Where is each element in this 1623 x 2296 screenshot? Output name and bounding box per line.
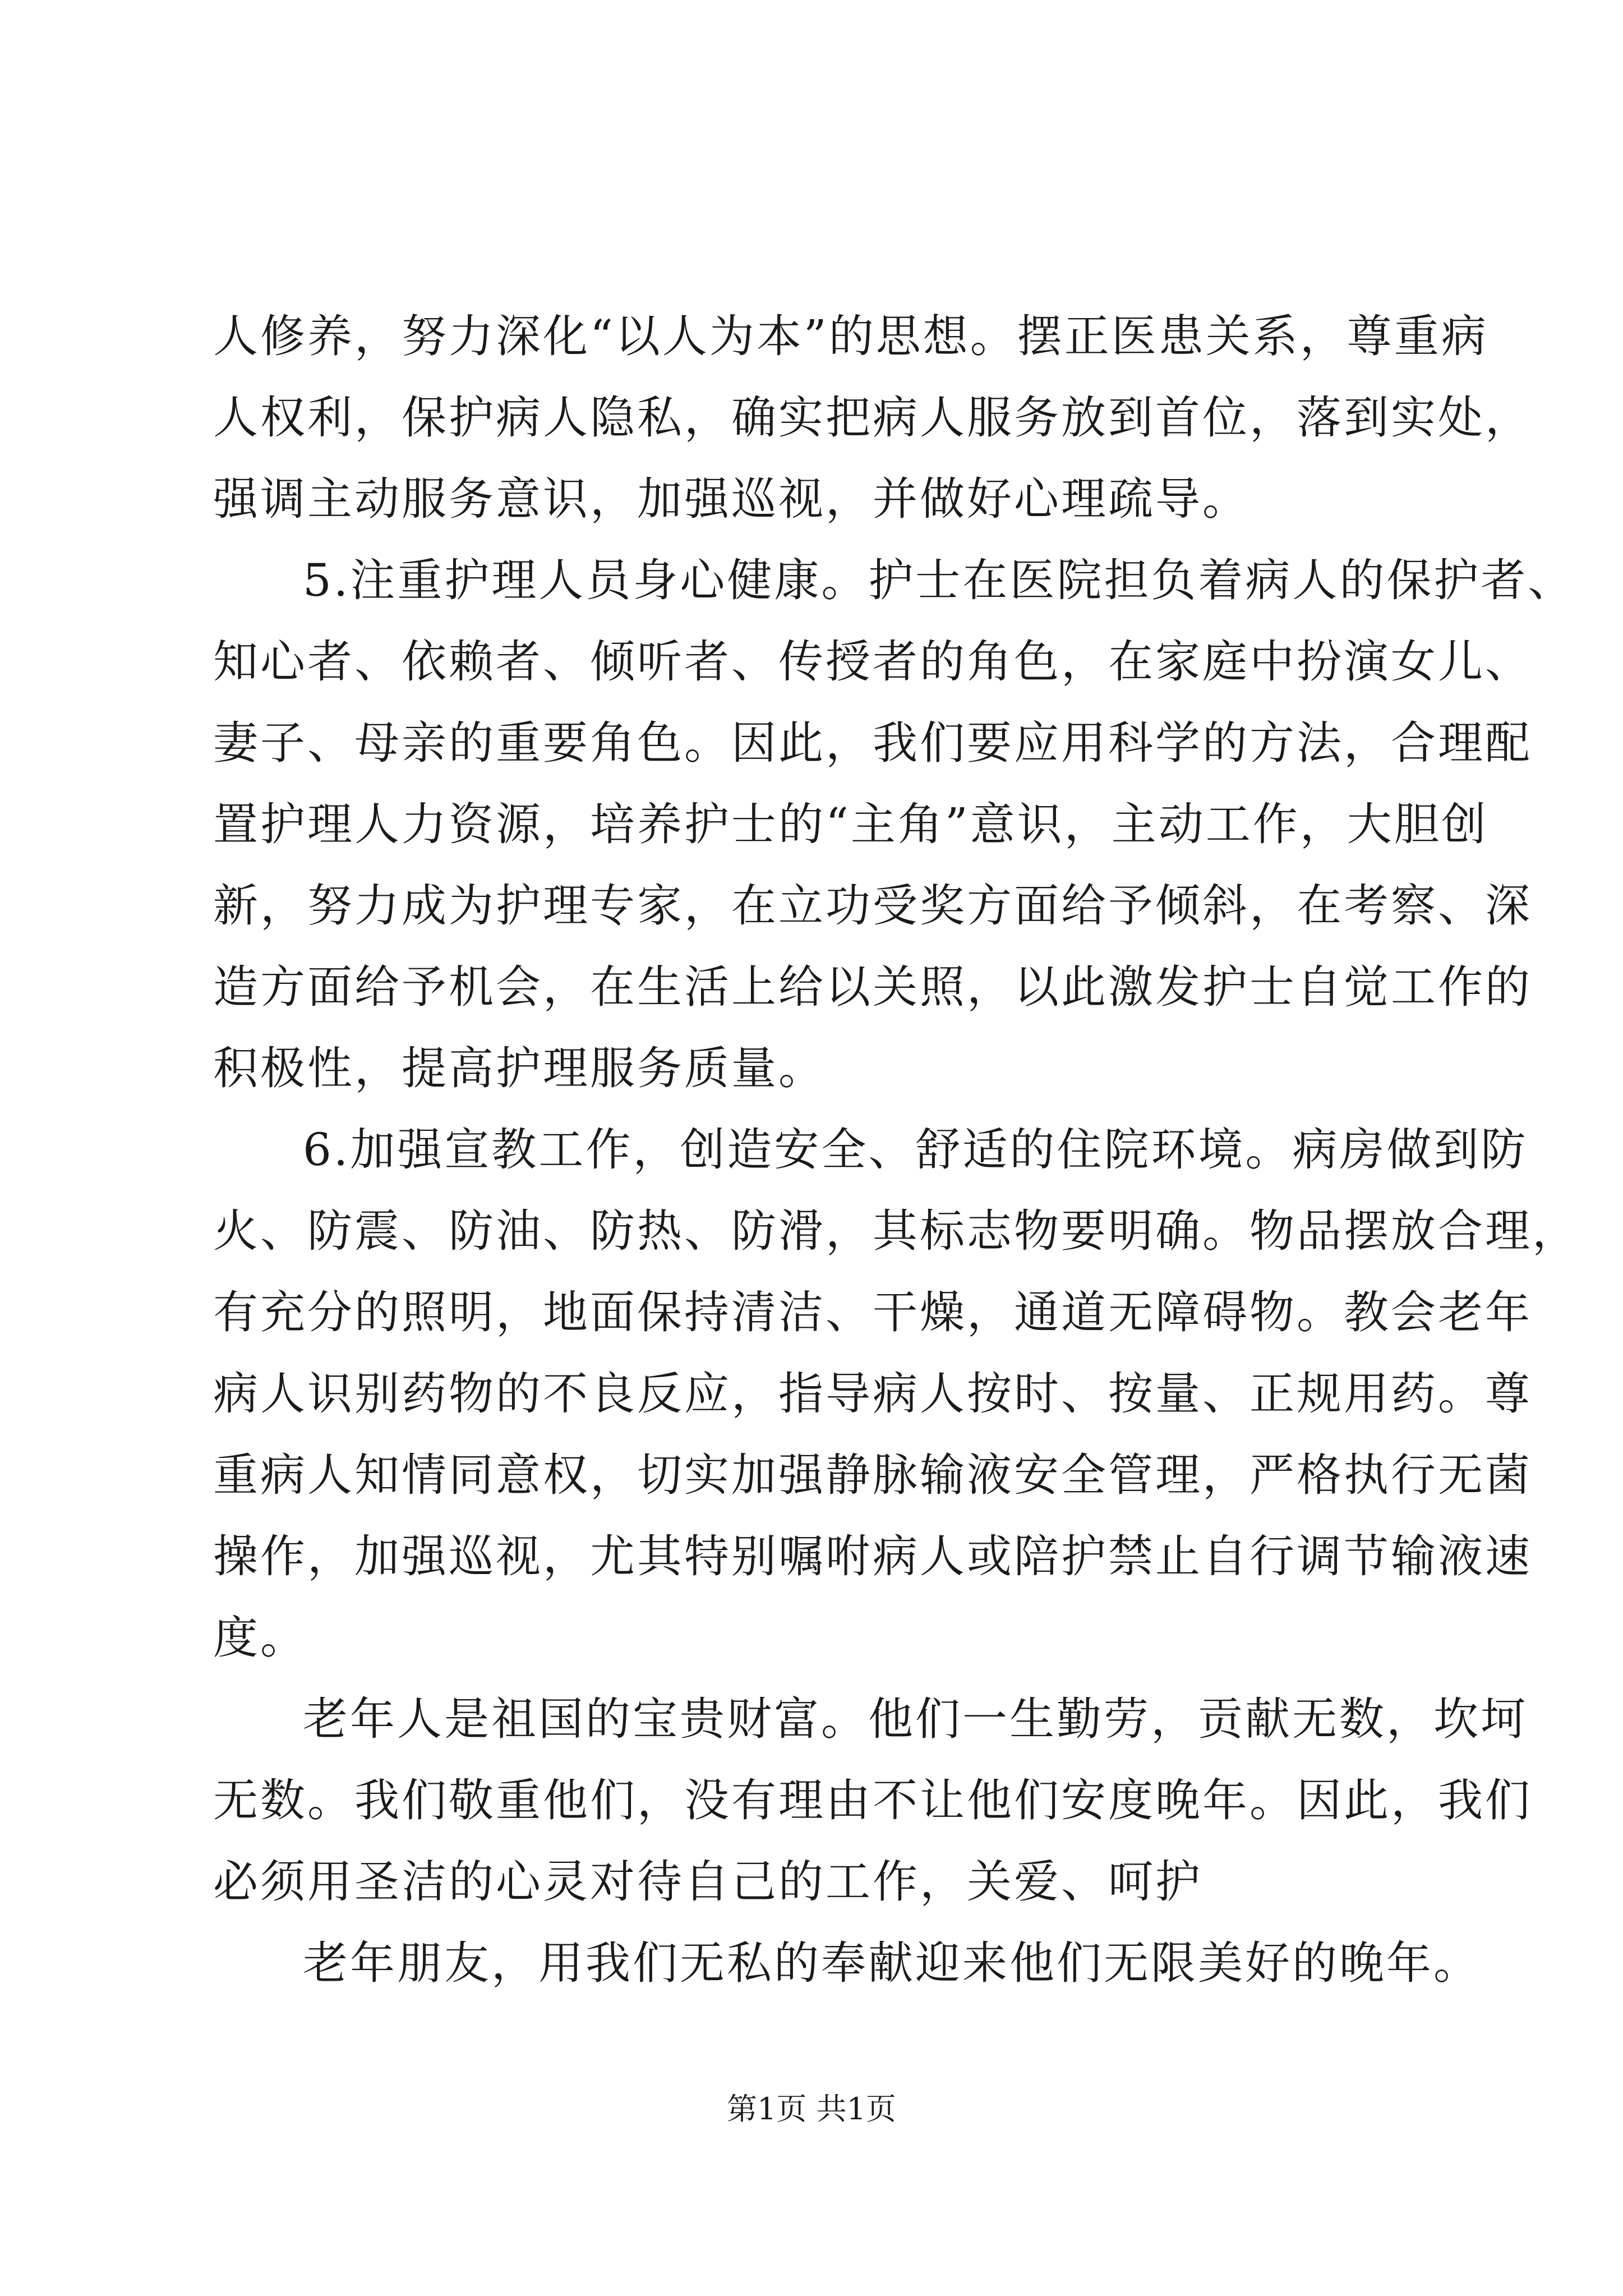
- text-line: 造方面给予机会，在生活上给以关照，以此激发护士自觉工作的: [213, 961, 1532, 1013]
- text-line: 必须用圣洁的心灵对待自己的工作，关爱、呵护: [213, 1856, 1202, 1908]
- text-line: 火、防震、防油、防热、防滑，其标志物要明确。物品摆放合理，: [213, 1205, 1579, 1257]
- page-number-footer: 第1页 共1页: [727, 2091, 896, 2127]
- text-line: 度。: [213, 1612, 307, 1664]
- text-line: 新，努力成为护理专家，在立功受奖方面给予倾斜，在考察、深: [213, 880, 1532, 932]
- text-line: 强调主动服务意识，加强巡视，并做好心理疏导。: [213, 473, 1249, 525]
- paragraph-start-line: 5.注重护理人员身心健康。护士在医院担负着病人的保护者、: [303, 554, 1575, 606]
- text-line: 操作，加强巡视，尤其特别嘱咐病人或陪护禁止自行调节输液速: [213, 1530, 1532, 1582]
- paragraph-start-line: 老年朋友，用我们无私的奉献迎来他们无限美好的晚年。: [303, 1937, 1481, 1989]
- text-line: 人修养，努力深化“以人为本”的思想。摆正医患关系，尊重病: [213, 310, 1488, 362]
- text-line: 病人识别药物的不良反应，指导病人按时、按量、正规用药。尊: [213, 1368, 1532, 1420]
- text-line: 重病人知情同意权，切实加强静脉输液安全管理，严格执行无菌: [213, 1449, 1532, 1501]
- text-line: 人权利，保护病人隐私，确实把病人服务放到首位，落到实处，: [213, 392, 1532, 444]
- text-line: 妻子、母亲的重要角色。因此，我们要应用科学的方法，合理配: [213, 717, 1532, 769]
- text-line: 无数。我们敬重他们，没有理由不让他们安度晚年。因此，我们: [213, 1774, 1532, 1826]
- text-line: 置护理人力资源，培养护士的“主角”意识，主动工作，大胆创: [213, 798, 1488, 850]
- paragraph-start-line: 6.加强宣教工作，创造安全、舒适的住院环境。病房做到防: [303, 1124, 1528, 1176]
- text-line: 积极性，提高护理服务质量。: [213, 1042, 826, 1094]
- text-line: 有充分的照明，地面保持清洁、干燥，通道无障碍物。教会老年: [213, 1286, 1532, 1338]
- paragraph-start-line: 老年人是祖国的宝贵财富。他们一生勤劳，贡献无数，坎坷: [303, 1693, 1528, 1745]
- text-line: 知心者、依赖者、倾听者、传授者的角色，在家庭中扮演女儿、: [213, 636, 1532, 688]
